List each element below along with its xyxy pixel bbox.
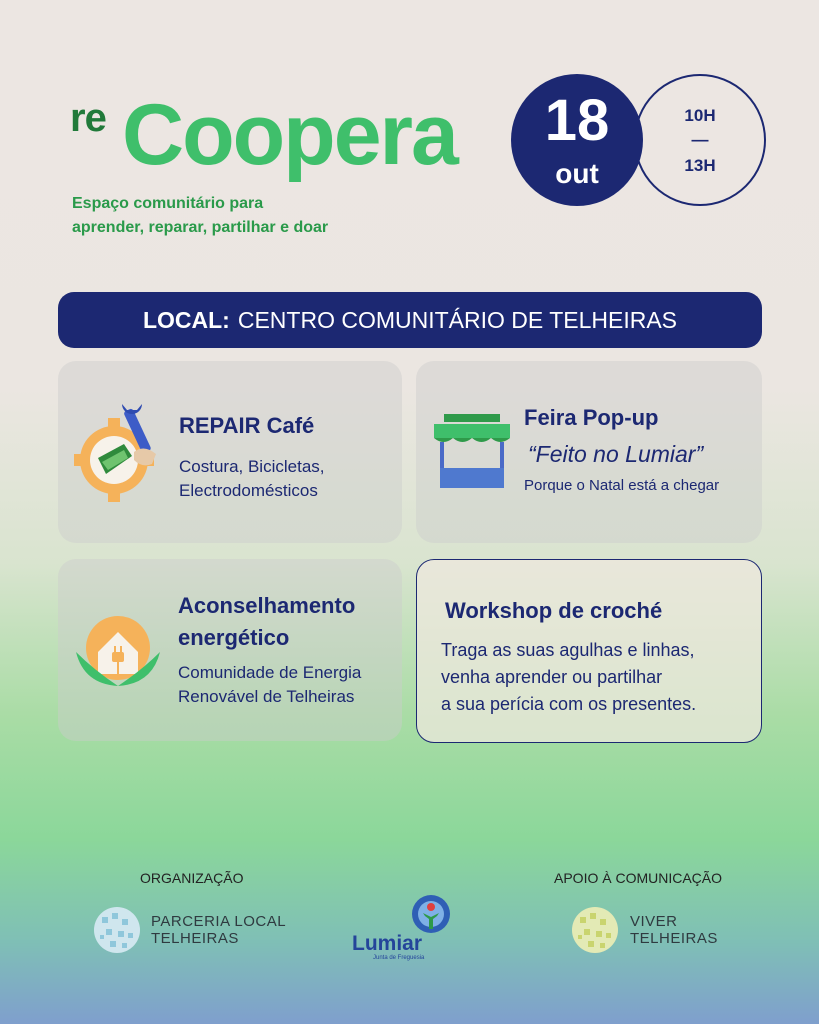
energia-description [178,661,361,709]
time-end: 13H [684,156,716,175]
apoio-label: APOIO À COMUNICAÇÃO [554,870,723,886]
location-label: LOCAL: [142,306,230,333]
repair-description [179,455,325,503]
feira-title: Feira Pop-up [524,405,659,430]
energia-line1: Comunidade de Energia [178,663,362,682]
organizacao-label: ORGANIZAÇÃO [140,870,244,886]
market-stall-icon [432,412,512,492]
logo-title: Coopera [122,87,457,183]
feira-description: Porque o Natal está a chegar [524,477,720,494]
time-badge [634,74,766,206]
location-value: CENTRO COMUNITÁRIO DE TELHEIRAS [237,306,678,333]
tagline-line2: aprender, reparar, partilhar e doar [72,219,329,236]
workshop-line1: Traga as suas agulhas e linhas, [441,640,695,660]
tagline [72,192,328,240]
time-start: 10H [684,106,716,125]
lumiar-logo [410,893,452,935]
repair-title: REPAIR Café [179,413,315,438]
house-plug-energy-icon [74,612,162,692]
workshop-description [441,637,696,718]
lumiar-subtitle: Junta de Freguesia [373,955,425,961]
feira-subtitle: “Feito no Lumiar” [528,441,704,467]
time-dash: — [691,130,709,149]
viver-line1: VIVER [630,913,678,930]
date-month: out [555,158,599,189]
energia-title [178,590,355,654]
location-banner [58,292,762,348]
energia-line2: Renovável de Telheiras [178,687,355,706]
wrench-gear-icon [72,400,168,504]
viver-line2: TELHEIRAS [630,930,718,947]
parceria-line2: TELHEIRAS [151,930,239,947]
viver-logo [570,905,620,955]
logo-prefix: re [70,96,106,140]
energia-title-line1: Aconselhamento [178,593,356,618]
repair-line2: Electrodomésticos [179,481,318,500]
workshop-title: Workshop de croché [445,598,663,623]
workshop-line2: venha aprender ou partilhar [441,667,663,687]
repair-line1: Costura, Bicicletas, [179,457,325,476]
parceria-logo [92,905,142,955]
lumiar-name: Lumiar [352,932,423,955]
date-badge [511,74,643,206]
parceria-text [151,913,286,947]
tagline-line1: Espaço comunitário para [72,195,264,212]
parceria-line1: PARCERIA LOCAL [151,913,287,930]
viver-text [630,913,718,947]
workshop-line3: a sua perícia com os presentes. [441,694,697,714]
date-day: 18 [544,88,610,153]
energia-title-line2: energético [178,625,290,650]
